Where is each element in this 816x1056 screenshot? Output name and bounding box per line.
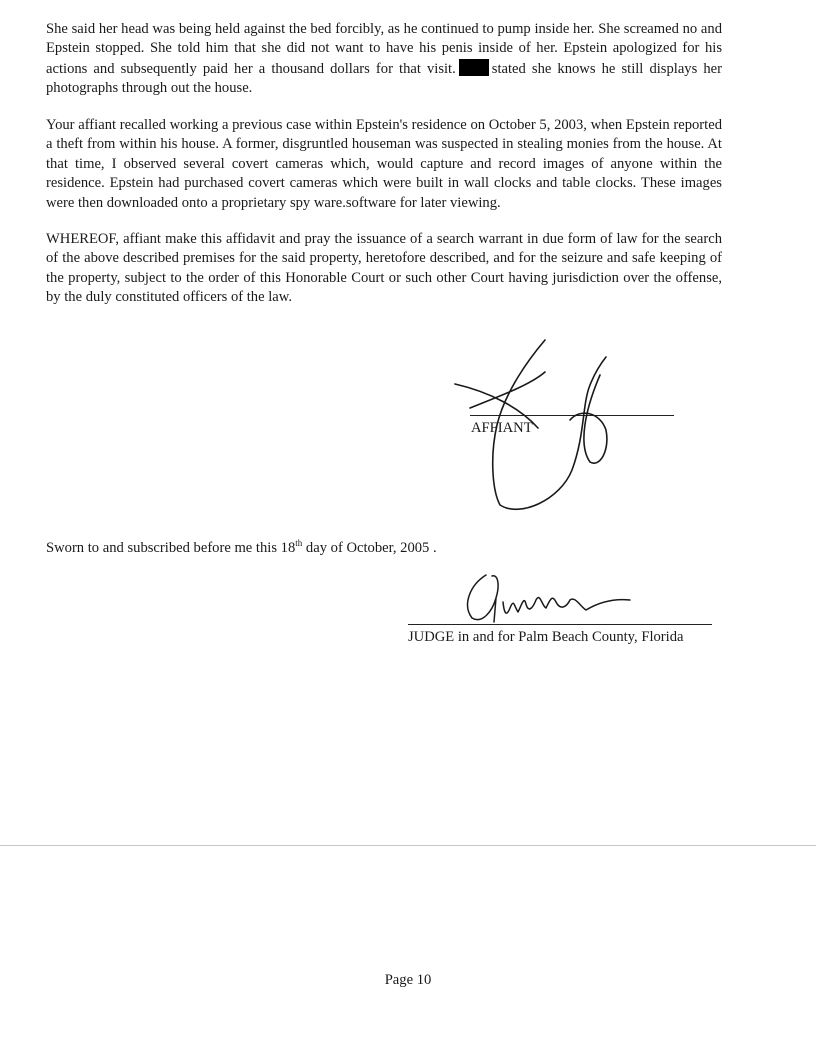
paragraph-whereof: WHEREOF, affiant make this affidavit and pray the issuance of a search warrant in due form of law for the search of the above described premises for the said property, heretofore described, and for the seizure and safe keeping of the property, subject to the order of this Honorable Court or such other Court having jurisdiction over the offense, by the duly constituted officers of the law. bbox=[46, 231, 722, 306]
paragraph-covert-cameras: Your affiant recalled working a previous case within Epstein's residence on October 5, 2003, when Epstein reported a theft from within his house. A former, disgruntled houseman was suspected in stealing monies from the house. At that time, I observed several covert cameras which, would capture and record images of anyone within the residence. Epstein had purchased covert cameras which were built in wall clocks and table clocks. These images were then downloaded onto a proprietary spy ware.software for later viewing. bbox=[46, 117, 722, 211]
judge-label: JUDGE in and for Palm Beach County, Florida bbox=[408, 629, 684, 645]
page-number: Page 10 bbox=[384, 972, 432, 988]
sworn-prefix: Sworn to and subscribed before me this 18 bbox=[46, 539, 296, 556]
date-ordinal-suffix: th bbox=[295, 538, 303, 548]
paragraph-text: She said her head was being held against the bed forcibly, as he continued to pump inside her. She screamed no and Epstein stopped. She told him that she did not want to have his penis inside of her. Epstein apologized for his actions and subsequently paid her a thousand dollars for that visit. bbox=[46, 21, 722, 77]
footer-divider bbox=[0, 845, 816, 846]
sworn-suffix: day of October, 2005 . bbox=[302, 539, 437, 556]
paragraph-text-continued: stated she knows he still displays her photographs through out the house. bbox=[46, 60, 722, 97]
affiant-label: AFFIANT bbox=[471, 420, 533, 436]
